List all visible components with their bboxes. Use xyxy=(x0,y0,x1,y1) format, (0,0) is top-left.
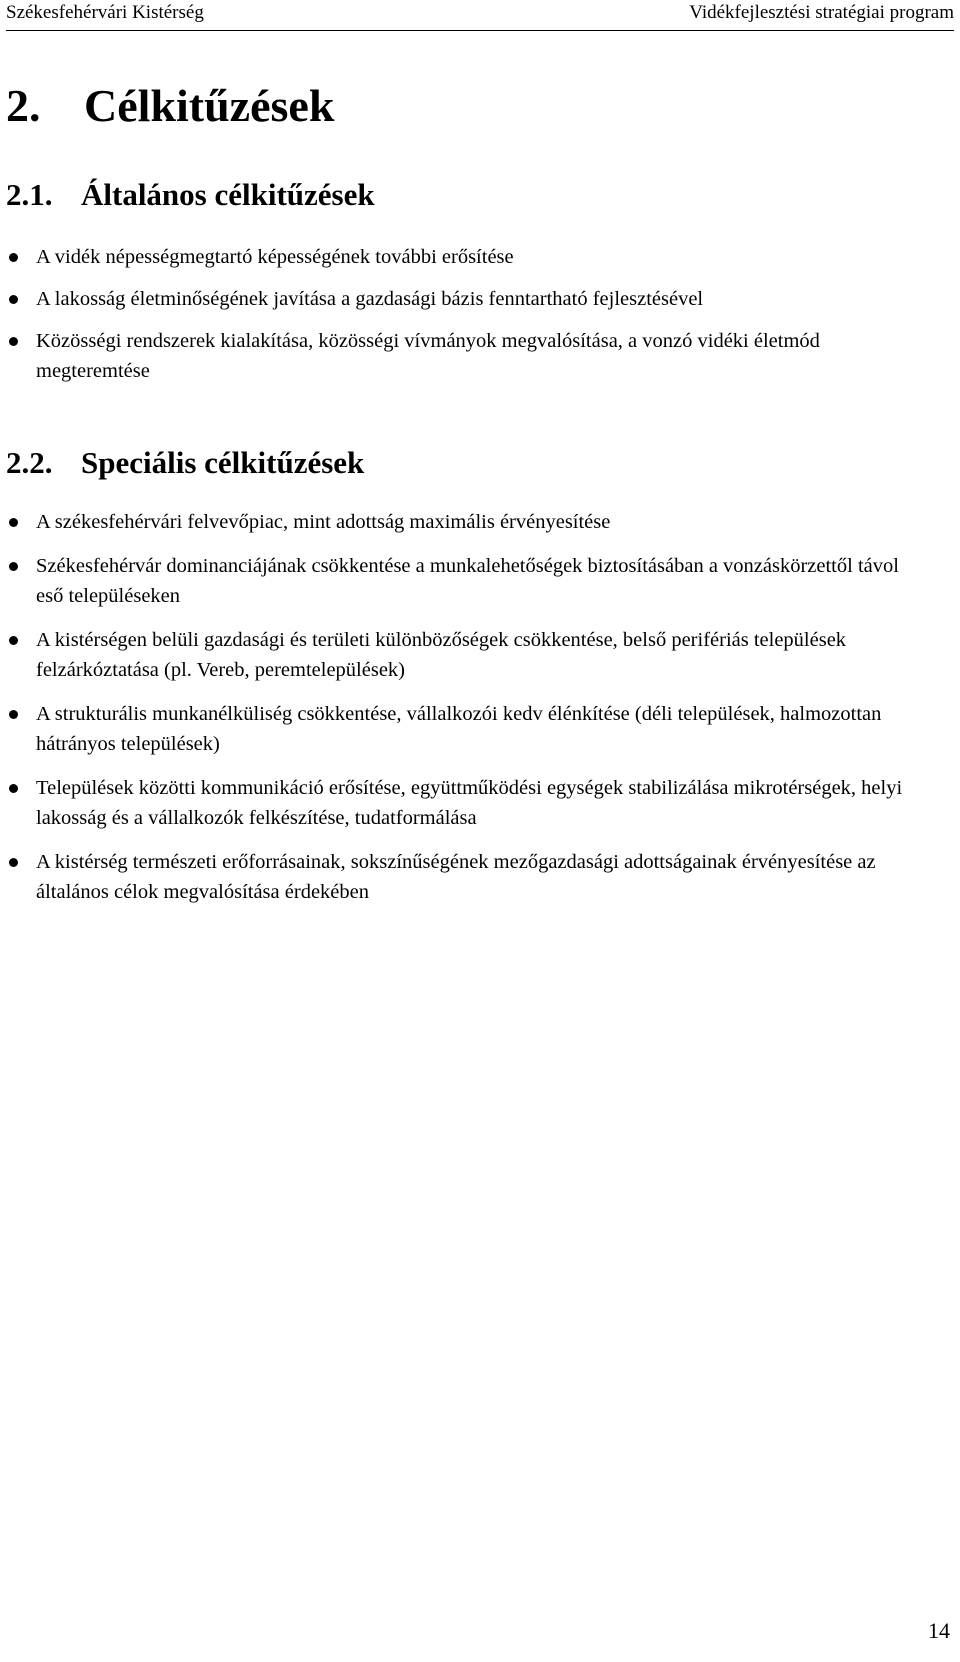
special-goals-list xyxy=(6,507,906,921)
page-number: 14 xyxy=(928,1618,950,1643)
list-item-text: A strukturális munkanélküliség csökkentése, vállalkozói kedv élénkítése (déli települések, halmozottan hátrányos települések) xyxy=(36,703,882,755)
general-goals-list xyxy=(6,242,906,398)
section-title: Speciális célkitűzések xyxy=(81,445,365,480)
list-item-text: A kistérség természeti erőforrásainak, sokszínűségének mezőgazdasági adottságainak érvényesítése az általános célok megvalósítása érdekében xyxy=(36,851,876,903)
header-left-text: Székesfehérvári Kistérség xyxy=(6,2,204,23)
bullet-icon xyxy=(9,253,18,262)
list-item-text: Közösségi rendszerek kialakítása, közösségi vívmányok megvalósítása, a vonzó vidéki életmód megteremtése xyxy=(36,330,820,382)
list-item xyxy=(6,507,906,537)
chapter-title: Célkitűzések xyxy=(84,80,335,131)
list-item-text: A kistérségen belüli gazdasági és területi különbözőségek csökkentése, belső perifériás települések felzárkóztatása (pl. Vereb, peremtelepülések) xyxy=(36,629,847,681)
section-heading-special xyxy=(6,444,364,482)
bullet-icon xyxy=(9,562,18,571)
list-item xyxy=(6,773,906,833)
list-item xyxy=(6,242,906,272)
chapter-heading xyxy=(6,78,334,134)
bullet-icon xyxy=(9,295,18,304)
bullet-icon xyxy=(9,710,18,719)
list-item-text: Székesfehérvár dominanciájának csökkentése a munkalehetőségek biztosításában a vonzáskörzettől távol eső településeken xyxy=(36,555,899,607)
list-item-text: A vidék népességmegtartó képességének további erősítése xyxy=(36,246,514,268)
bullet-icon xyxy=(9,858,18,867)
list-item-text: A lakosság életminőségének javítása a gazdasági bázis fenntartható fejlesztésével xyxy=(36,288,704,310)
list-item xyxy=(6,326,906,386)
page-header xyxy=(6,0,954,31)
section-heading-general xyxy=(6,176,375,214)
bullet-icon xyxy=(9,518,18,527)
section-number: 2.2. xyxy=(6,445,53,480)
header-right-text: Vidékfejlesztési stratégiai program xyxy=(689,2,954,23)
list-item xyxy=(6,699,906,759)
chapter-number: 2. xyxy=(6,80,41,131)
list-item xyxy=(6,551,906,611)
list-item-text: Települések közötti kommunikáció erősítése, együttműködési egységek stabilizálása mikrotérségek, helyi lakosság és a vállalkozók felkészítése, tudatformálása xyxy=(36,777,903,829)
bullet-icon xyxy=(9,337,18,346)
list-item-text: A székesfehérvári felvevőpiac, mint adottság maximális érvényesítése xyxy=(36,511,611,533)
bullet-icon xyxy=(9,636,18,645)
list-item xyxy=(6,625,906,685)
bullet-icon xyxy=(9,784,18,793)
section-number: 2.1. xyxy=(6,177,53,212)
list-item xyxy=(6,847,906,907)
section-title: Általános célkitűzések xyxy=(81,177,375,212)
list-item xyxy=(6,284,906,314)
